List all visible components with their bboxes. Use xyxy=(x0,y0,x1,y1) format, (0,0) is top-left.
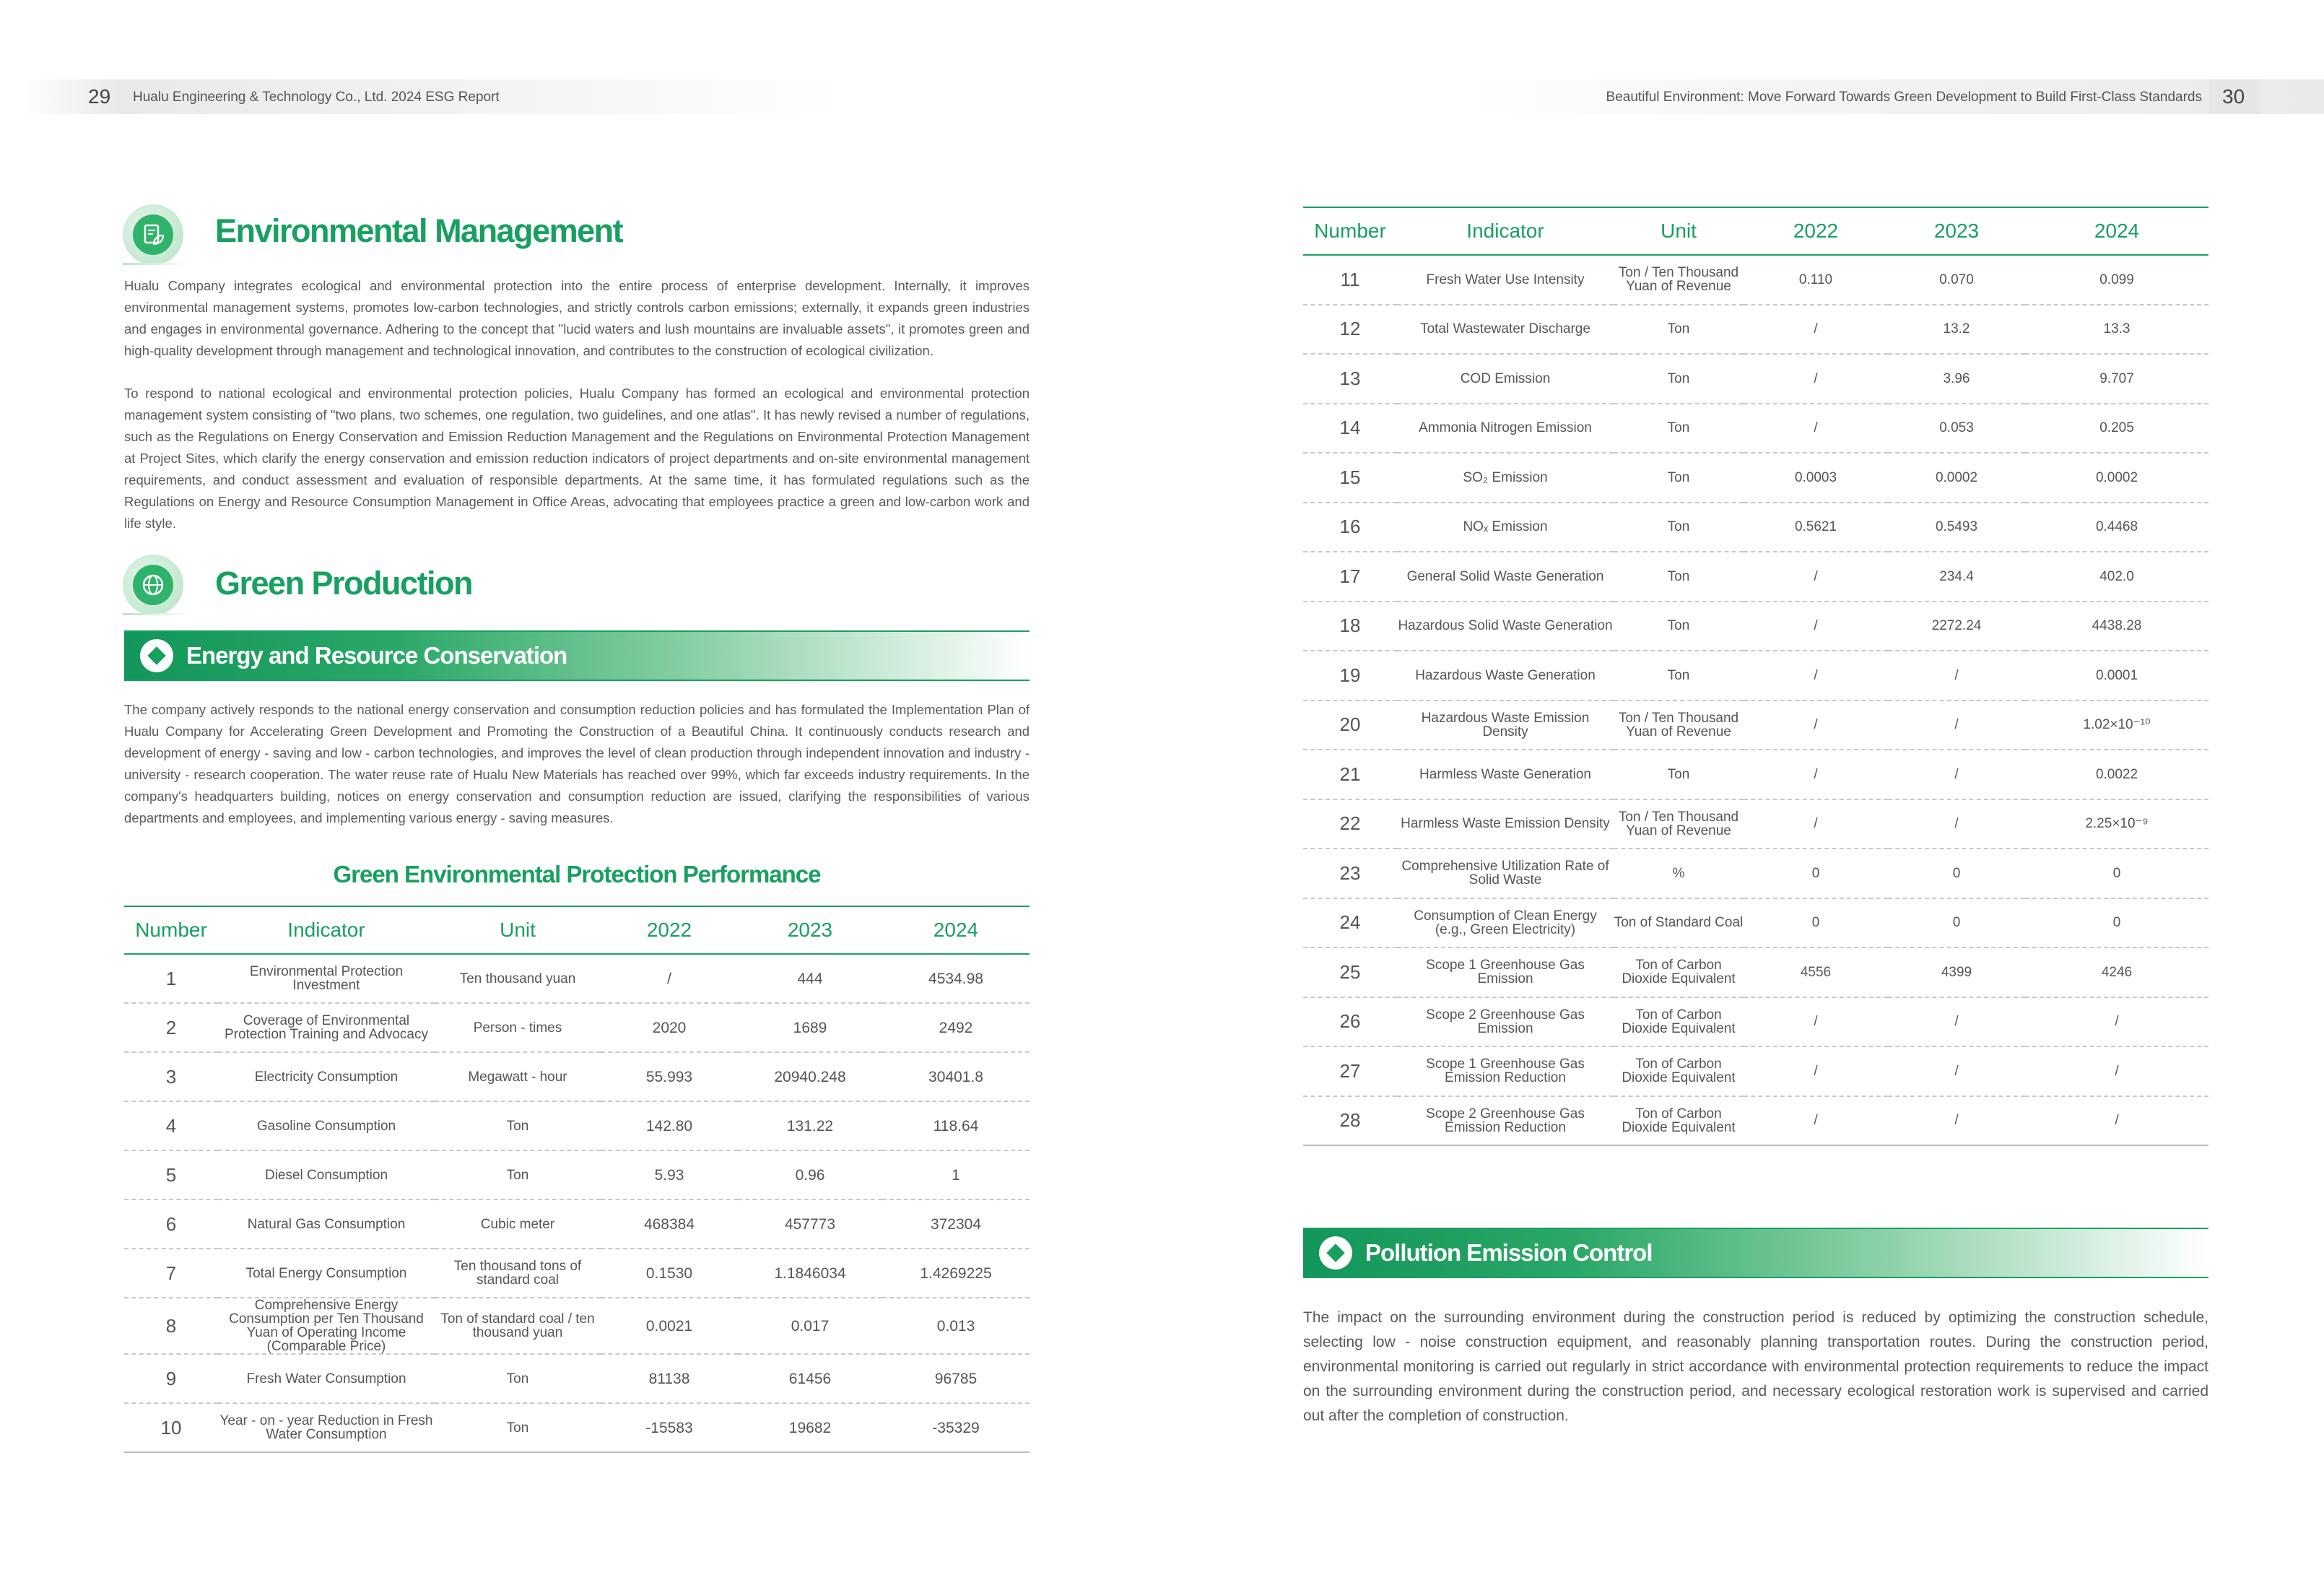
row-number: 16 xyxy=(1303,503,1397,552)
row-unit: Ton xyxy=(435,1403,601,1452)
diamond-icon xyxy=(140,639,173,672)
row-unit: Ton of standard coal / ten thousand yuan xyxy=(435,1298,601,1354)
row-unit: Ton xyxy=(435,1354,601,1403)
row-value-2023: / xyxy=(1888,997,2025,1047)
row-value-2024: 0.4468 xyxy=(2025,503,2208,552)
row-value-2022: 81138 xyxy=(601,1354,738,1403)
row-value-2022: 142.80 xyxy=(601,1101,738,1150)
right-table-body xyxy=(1303,255,2208,1145)
performance-table-left xyxy=(124,906,1030,1453)
document-leaf-icon xyxy=(123,204,183,265)
row-value-2022: / xyxy=(1744,1046,1888,1096)
col-2022: 2022 xyxy=(601,906,738,954)
row-unit: Ton xyxy=(435,1150,601,1199)
table-row xyxy=(1303,700,2208,750)
row-value-2024: 1.02×10⁻¹⁰ xyxy=(2025,700,2208,750)
table-row xyxy=(1303,552,2208,602)
table-row xyxy=(124,1150,1030,1199)
row-indicator: Harmless Waste Generation xyxy=(1397,750,1614,799)
row-value-2024: / xyxy=(2025,1046,2208,1096)
row-number: 14 xyxy=(1303,404,1397,454)
row-value-2024: 9.707 xyxy=(2025,354,2208,404)
row-indicator: COD Emission xyxy=(1397,354,1614,404)
row-indicator: Year - on - year Reduction in Fresh Water Consumption xyxy=(218,1403,435,1452)
row-unit: % xyxy=(1614,849,1744,898)
table-row xyxy=(124,954,1030,1003)
row-value-2024: / xyxy=(2025,997,2208,1047)
row-value-2024: 4246 xyxy=(2025,947,2208,997)
row-value-2024: 4438.28 xyxy=(2025,602,2208,651)
row-value-2023: 0 xyxy=(1888,898,2025,948)
env-mgmt-paragraph-1: Hualu Company integrates ecological and environmental protection into the entire process of enterprise development. Internally, it improves environmental management systems, promotes low-carbon technologies, and strictly controls carbon emissions; externally, it expands green industries and engages in environmental governance. Adhering to the concept that "lucid waters and lush mountains are invaluable assets", it promotes green and high-quality development through management and technological innovation, and contributes to the construction of ecological civilization. xyxy=(124,278,1030,358)
row-value-2023: 131.22 xyxy=(738,1101,882,1150)
row-value-2023: 457773 xyxy=(738,1199,882,1249)
row-number: 23 xyxy=(1303,849,1397,898)
row-indicator: Environmental Protection Investment xyxy=(218,954,435,1003)
col-number: Number xyxy=(124,906,218,954)
row-value-2023: / xyxy=(1888,1046,2025,1096)
table-row xyxy=(124,1052,1030,1101)
row-unit: Ton of Carbon Dioxide Equivalent xyxy=(1614,1096,1744,1146)
row-value-2023: 0.5493 xyxy=(1888,503,2025,552)
row-value-2024: 0.013 xyxy=(882,1298,1030,1354)
col-indicator: Indicator xyxy=(1397,207,1614,255)
row-indicator: Hazardous Waste Emission Density xyxy=(1397,700,1614,750)
table-row xyxy=(1303,354,2208,404)
row-unit: Ton / Ten Thousand Yuan of Revenue xyxy=(1614,799,1744,849)
row-number: 18 xyxy=(1303,602,1397,651)
row-number: 4 xyxy=(124,1101,218,1150)
row-value-2023: 0.0002 xyxy=(1888,453,2025,503)
col-2023: 2023 xyxy=(738,906,882,954)
row-unit: Ton xyxy=(1614,503,1744,552)
section-underline xyxy=(123,263,191,265)
row-number: 2 xyxy=(124,1003,218,1052)
row-value-2023: 444 xyxy=(738,954,882,1003)
row-value-2022: 0.1530 xyxy=(601,1249,738,1298)
row-unit: Ton / Ten Thousand Yuan of Revenue xyxy=(1614,255,1744,305)
row-value-2022: / xyxy=(1744,1096,1888,1146)
row-value-2022: / xyxy=(601,954,738,1003)
row-value-2023: 19682 xyxy=(738,1403,882,1452)
right-header-title: Beautiful Environment: Move Forward Towards Green Development to Build First-Class Standards xyxy=(1606,90,2202,105)
row-number: 1 xyxy=(124,954,218,1003)
performance-table-right xyxy=(1303,207,2208,1146)
row-number: 27 xyxy=(1303,1046,1397,1096)
row-indicator: Natural Gas Consumption xyxy=(218,1199,435,1249)
row-value-2024: 1 xyxy=(882,1150,1030,1199)
row-value-2022: 4556 xyxy=(1744,947,1888,997)
row-unit: Megawatt - hour xyxy=(435,1052,601,1101)
row-value-2024: -35329 xyxy=(882,1403,1030,1452)
table-row xyxy=(1303,255,2208,305)
row-value-2024: 0.205 xyxy=(2025,404,2208,454)
row-value-2023: / xyxy=(1888,750,2025,799)
row-value-2023: 1689 xyxy=(738,1003,882,1052)
row-unit: Ton / Ten Thousand Yuan of Revenue xyxy=(1614,700,1744,750)
row-number: 22 xyxy=(1303,799,1397,849)
row-unit: Ton of Carbon Dioxide Equivalent xyxy=(1614,997,1744,1047)
row-value-2024: 30401.8 xyxy=(882,1052,1030,1101)
env-mgmt-title: Environmental Management xyxy=(215,212,623,249)
row-value-2022: / xyxy=(1744,305,1888,355)
row-value-2024: 96785 xyxy=(882,1354,1030,1403)
row-value-2022: 2020 xyxy=(601,1003,738,1052)
row-indicator: Total Energy Consumption xyxy=(218,1249,435,1298)
row-value-2023: 0.070 xyxy=(1888,255,2025,305)
row-value-2023: 61456 xyxy=(738,1354,882,1403)
row-value-2024: / xyxy=(2025,1096,2208,1146)
row-value-2022: / xyxy=(1744,552,1888,602)
row-number: 8 xyxy=(124,1298,218,1354)
table-row xyxy=(1303,799,2208,849)
row-value-2022: 0.110 xyxy=(1744,255,1888,305)
row-value-2024: 0.0002 xyxy=(2025,453,2208,503)
row-number: 13 xyxy=(1303,354,1397,404)
row-value-2022: / xyxy=(1744,700,1888,750)
row-value-2024: 2492 xyxy=(882,1003,1030,1052)
row-indicator: Diesel Consumption xyxy=(218,1150,435,1199)
table-row xyxy=(124,1403,1030,1452)
row-number: 9 xyxy=(124,1354,218,1403)
row-value-2024: 402.0 xyxy=(2025,552,2208,602)
row-unit: Ton xyxy=(1614,305,1744,355)
row-unit: Ton xyxy=(1614,552,1744,602)
row-number: 5 xyxy=(124,1150,218,1199)
row-value-2022: / xyxy=(1744,404,1888,454)
row-value-2022: / xyxy=(1744,799,1888,849)
row-value-2023: / xyxy=(1888,799,2025,849)
col-2022: 2022 xyxy=(1744,207,1888,255)
row-indicator: Hazardous Waste Generation xyxy=(1397,651,1614,700)
row-value-2023: 1.1846034 xyxy=(738,1249,882,1298)
col-unit: Unit xyxy=(435,906,601,954)
row-unit: Ton xyxy=(1614,453,1744,503)
pollution-title: Pollution Emission Control xyxy=(1365,1239,1653,1266)
row-value-2024: 0.099 xyxy=(2025,255,2208,305)
row-number: 26 xyxy=(1303,997,1397,1047)
row-number: 3 xyxy=(124,1052,218,1101)
table-row xyxy=(124,1249,1030,1298)
row-value-2022: 0 xyxy=(1744,898,1888,948)
col-2024: 2024 xyxy=(2025,207,2208,255)
col-2023: 2023 xyxy=(1888,207,2025,255)
row-number: 20 xyxy=(1303,700,1397,750)
row-unit: Ton xyxy=(1614,602,1744,651)
row-indicator: Total Wastewater Discharge xyxy=(1397,305,1614,355)
row-value-2024: 372304 xyxy=(882,1199,1030,1249)
row-value-2022: / xyxy=(1744,651,1888,700)
table-row xyxy=(124,1101,1030,1150)
table-row xyxy=(1303,849,2208,898)
row-value-2023: 3.96 xyxy=(1888,354,2025,404)
row-value-2023: / xyxy=(1888,651,2025,700)
energy-conservation-title: Energy and Resource Conservation xyxy=(186,642,567,669)
row-value-2023: 0.96 xyxy=(738,1150,882,1199)
col-unit: Unit xyxy=(1614,207,1744,255)
row-number: 6 xyxy=(124,1199,218,1249)
row-unit: Person - times xyxy=(435,1003,601,1052)
row-value-2022: 5.93 xyxy=(601,1150,738,1199)
row-value-2024: 4534.98 xyxy=(882,954,1030,1003)
row-value-2023: 2272.24 xyxy=(1888,602,2025,651)
row-indicator: General Solid Waste Generation xyxy=(1397,552,1614,602)
row-value-2022: 0 xyxy=(1744,849,1888,898)
row-value-2022: 468384 xyxy=(601,1199,738,1249)
table-row xyxy=(1303,651,2208,700)
row-value-2023: 0.053 xyxy=(1888,404,2025,454)
row-unit: Cubic meter xyxy=(435,1199,601,1249)
row-indicator: Ammonia Nitrogen Emission xyxy=(1397,404,1614,454)
table-row xyxy=(1303,1046,2208,1096)
section-underline-2 xyxy=(123,613,191,615)
row-value-2022: / xyxy=(1744,354,1888,404)
table-row xyxy=(1303,947,2208,997)
row-indicator: Gasoline Consumption xyxy=(218,1101,435,1150)
table-row xyxy=(1303,898,2208,948)
left-page-number: 29 xyxy=(88,85,111,108)
row-value-2024: 118.64 xyxy=(882,1101,1030,1150)
row-value-2023: 20940.248 xyxy=(738,1052,882,1101)
row-value-2023: 4399 xyxy=(1888,947,2025,997)
row-number: 12 xyxy=(1303,305,1397,355)
row-value-2024: 0 xyxy=(2025,849,2208,898)
row-indicator: Fresh Water Use Intensity xyxy=(1397,255,1614,305)
row-value-2022: 0.5621 xyxy=(1744,503,1888,552)
row-number: 21 xyxy=(1303,750,1397,799)
row-indicator: NOₓ Emission xyxy=(1397,503,1614,552)
row-indicator: Scope 1 Greenhouse Gas Emission Reduction xyxy=(1397,1046,1614,1096)
table-row xyxy=(1303,305,2208,355)
table-row xyxy=(124,1003,1030,1052)
green-production-paragraph: The company actively responds to the national energy conservation and consumption reduction policies and has formulated the Implementation Plan of Hualu Company for Accelerating Green Development and Promoting the Construction of a Beautiful China. It continuously conducts research and development of energy - saving and low - carbon technologies, and improves the level of clean production through independent innovation and industry - university - research cooperation. The water reuse rate of Hualu New Materials has reached over 99%, which far exceeds industry requirements. In the company's headquarters building, notices on energy conservation and consumption reduction are issued, clarifying the responsibilities of various departments and employees, and implementing various energy - saving measures. xyxy=(124,702,1030,825)
row-value-2022: / xyxy=(1744,750,1888,799)
pollution-paragraph: The impact on the surrounding environment during the construction period is reduced by optimizing the construction schedule, selecting low - noise construction equipment, and reasonably planning transportation routes. During the construction period, environmental monitoring is carried out regularly in strict accordance with environmental protection requirements to reduce the impact on the surrounding environment during the construction period, and necessary ecological restoration work is supervised and carried out after the completion of construction. xyxy=(1303,1309,2208,1424)
row-indicator: Comprehensive Energy Consumption per Ten Thousand Yuan of Operating Income (Comparable Price) xyxy=(218,1298,435,1354)
table-row xyxy=(1303,453,2208,503)
row-unit: Ton xyxy=(435,1101,601,1150)
left-table-body xyxy=(124,954,1030,1452)
row-value-2024: 0 xyxy=(2025,898,2208,948)
row-unit: Ton of Carbon Dioxide Equivalent xyxy=(1614,947,1744,997)
row-value-2022: 55.993 xyxy=(601,1052,738,1101)
table-row xyxy=(124,1298,1030,1354)
row-value-2022: 0.0003 xyxy=(1744,453,1888,503)
table-row xyxy=(1303,997,2208,1047)
row-value-2022: / xyxy=(1744,997,1888,1047)
row-indicator: Consumption of Clean Energy (e.g., Green Electricity) xyxy=(1397,898,1614,948)
row-indicator: Hazardous Solid Waste Generation xyxy=(1397,602,1614,651)
col-2024: 2024 xyxy=(882,906,1030,954)
table-row xyxy=(1303,503,2208,552)
left-header-title: Hualu Engineering & Technology Co., Ltd. 2024 ESG Report xyxy=(133,90,500,105)
row-unit: Ton xyxy=(1614,354,1744,404)
row-indicator: Harmless Waste Emission Density xyxy=(1397,799,1614,849)
row-number: 11 xyxy=(1303,255,1397,305)
table-row xyxy=(124,1199,1030,1249)
row-number: 10 xyxy=(124,1403,218,1452)
right-page-number: 30 xyxy=(2222,85,2245,108)
globe-leaf-icon xyxy=(123,555,183,615)
row-unit: Ten thousand yuan xyxy=(435,954,601,1003)
row-unit: Ton xyxy=(1614,750,1744,799)
row-value-2023: / xyxy=(1888,700,2025,750)
table-row xyxy=(124,1354,1030,1403)
row-number: 15 xyxy=(1303,453,1397,503)
row-indicator: Scope 2 Greenhouse Gas Emission xyxy=(1397,997,1614,1047)
row-unit: Ton of Carbon Dioxide Equivalent xyxy=(1614,1046,1744,1096)
diamond-icon xyxy=(1319,1236,1352,1270)
row-value-2024: 0.0001 xyxy=(2025,651,2208,700)
row-value-2024: 1.4269225 xyxy=(882,1249,1030,1298)
row-value-2022: 0.0021 xyxy=(601,1298,738,1354)
row-unit: Ten thousand tons of standard coal xyxy=(435,1249,601,1298)
row-value-2024: 0.0022 xyxy=(2025,750,2208,799)
table-title: Green Environmental Protection Performance xyxy=(333,861,821,888)
row-indicator: Comprehensive Utilization Rate of Solid Waste xyxy=(1397,849,1614,898)
row-value-2022: -15583 xyxy=(601,1403,738,1452)
row-number: 28 xyxy=(1303,1096,1397,1146)
col-number: Number xyxy=(1303,207,1397,255)
row-number: 7 xyxy=(124,1249,218,1298)
row-value-2023: 0.017 xyxy=(738,1298,882,1354)
row-unit: Ton of Standard Coal xyxy=(1614,898,1744,948)
row-value-2023: 13.2 xyxy=(1888,305,2025,355)
row-indicator: SO₂ Emission xyxy=(1397,453,1614,503)
col-indicator: Indicator xyxy=(218,906,435,954)
pollution-banner xyxy=(1303,1228,2208,1278)
row-unit: Ton xyxy=(1614,404,1744,454)
row-indicator: Coverage of Environmental Protection Training and Advocacy xyxy=(218,1003,435,1052)
row-value-2024: 2.25×10⁻⁹ xyxy=(2025,799,2208,849)
row-number: 25 xyxy=(1303,947,1397,997)
row-indicator: Scope 1 Greenhouse Gas Emission xyxy=(1397,947,1614,997)
row-unit: Ton xyxy=(1614,651,1744,700)
row-value-2024: 13.3 xyxy=(2025,305,2208,355)
row-number: 17 xyxy=(1303,552,1397,602)
table-row xyxy=(1303,750,2208,799)
table-row xyxy=(1303,1096,2208,1146)
row-value-2023: 0 xyxy=(1888,849,2025,898)
row-indicator: Electricity Consumption xyxy=(218,1052,435,1101)
row-value-2023: 234.4 xyxy=(1888,552,2025,602)
table-row xyxy=(1303,602,2208,651)
row-number: 24 xyxy=(1303,898,1397,948)
row-value-2023: / xyxy=(1888,1096,2025,1146)
green-production-title: Green Production xyxy=(215,565,473,602)
energy-conservation-banner xyxy=(124,630,1030,681)
row-indicator: Scope 2 Greenhouse Gas Emission Reduction xyxy=(1397,1096,1614,1146)
row-indicator: Fresh Water Consumption xyxy=(218,1354,435,1403)
env-mgmt-paragraph-2: To respond to national ecological and environmental protection policies, Hualu Company has formed an ecological and environmental protection management system consisting of "two plans, two schemes, one regulation, two guidelines, and one atlas". It has newly revised a number of regulations, such as the Regulations on Energy Conservation and Emission Reduction Management and the Regulations on Environmental Protection Management at Project Sites, which clarify the energy conservation and emission reduction indicators of project departments and on-site environmental management requirements, and conduct assessment and evaluation of responsible departments. At the same time, it has formulated regulations such as the Regulations on Energy and Resource Consumption Management in Office Areas, advocating that employees practice a green and low-carbon work and life style. xyxy=(124,386,1030,531)
row-number: 19 xyxy=(1303,651,1397,700)
row-value-2022: / xyxy=(1744,602,1888,651)
table-row xyxy=(1303,404,2208,454)
